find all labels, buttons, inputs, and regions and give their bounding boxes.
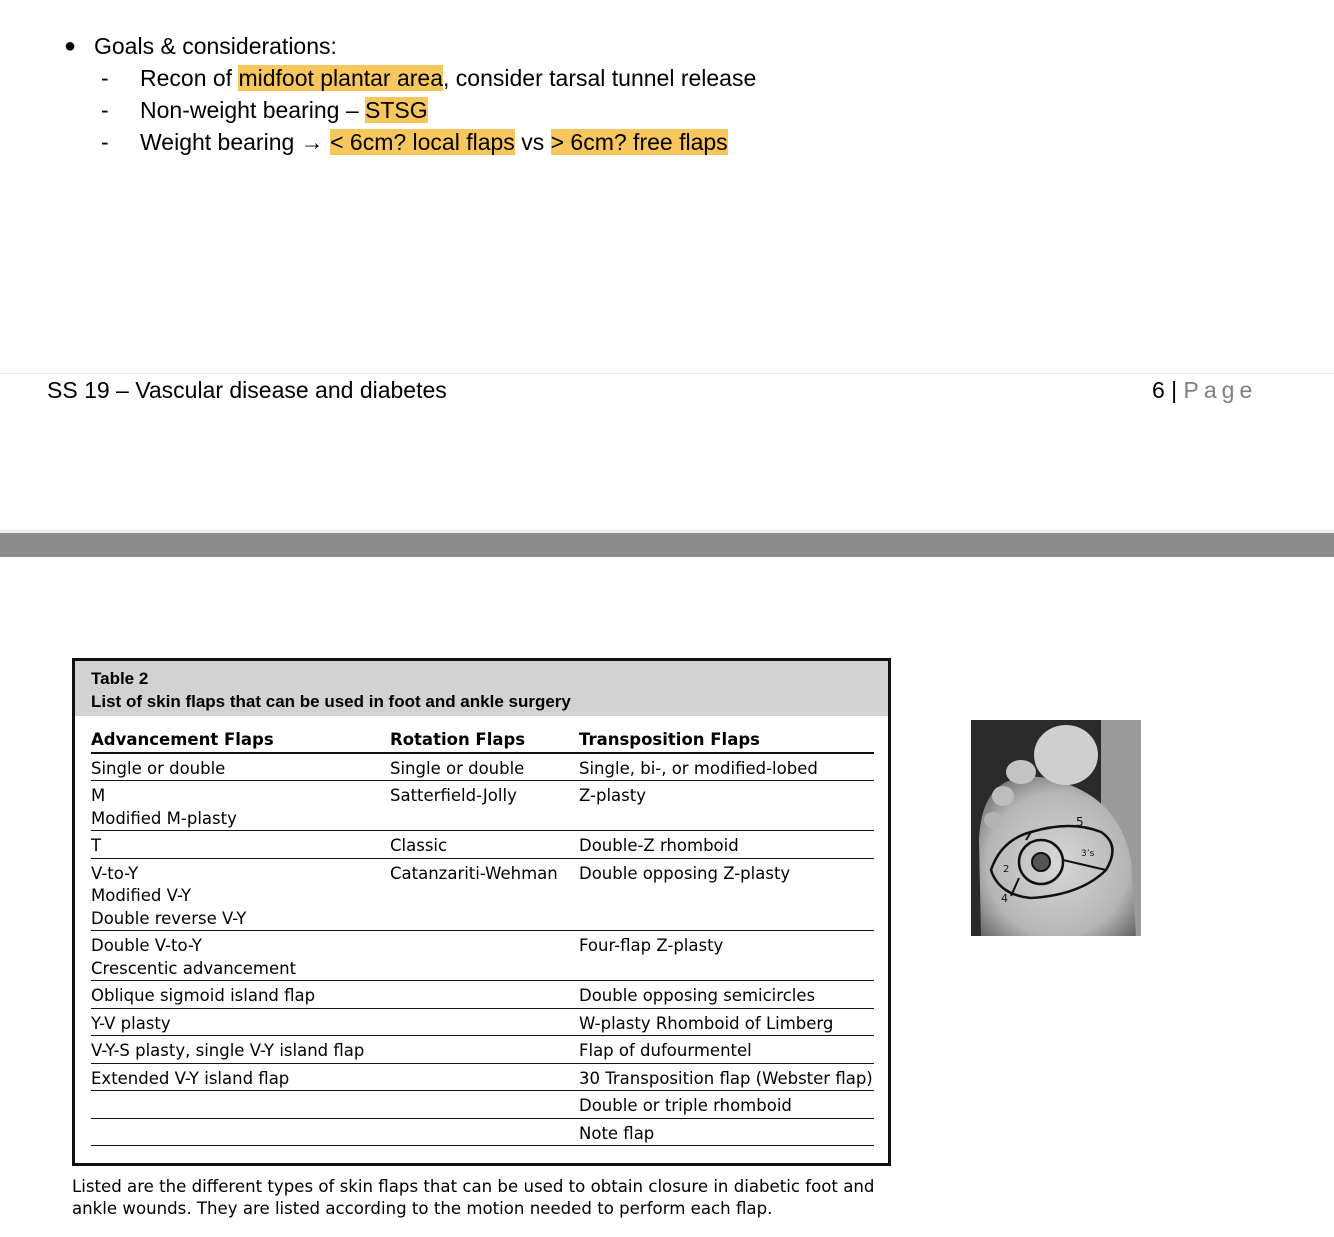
highlight: > 6cm? free flaps xyxy=(550,129,728,155)
table-cell: T xyxy=(91,836,102,855)
goal-text: Recon of midfoot plantar area, consider tarsal tunnel release xyxy=(140,65,757,91)
table-cell: Single, bi-, or modified-lobed xyxy=(579,758,818,778)
table-cell: Satterfield-Jolly xyxy=(390,786,517,805)
photo-mark: 3’s xyxy=(1081,849,1095,859)
table-row xyxy=(91,981,874,1009)
table-cell: Double or triple rhomboid xyxy=(579,1096,792,1115)
table-cell: Classic xyxy=(390,836,448,855)
table-cell xyxy=(390,1068,579,1091)
goal-text: Weight bearing → < 6cm? local flaps vs > 6cm? free flaps xyxy=(140,129,728,155)
table-cell: Double-Z rhomboid xyxy=(579,836,739,855)
goals-heading: Goals & considerations: xyxy=(94,33,337,59)
table-cell: Single or double xyxy=(390,758,525,778)
highlight: STSG xyxy=(365,97,428,123)
table-cell xyxy=(390,935,579,980)
table-row xyxy=(91,1036,874,1064)
table-label: Table 2 xyxy=(91,669,149,688)
photo-mark: 2 xyxy=(1003,864,1010,875)
table-row xyxy=(91,859,874,932)
page-word: Page xyxy=(1183,377,1258,403)
table-cell: Z-plasty xyxy=(579,786,646,805)
table-cell: Catanzariti-Wehman xyxy=(390,863,558,883)
table-row xyxy=(91,831,874,859)
table-cell: Double V-to-Y Crescentic advancement xyxy=(91,936,297,978)
table-header xyxy=(75,661,888,716)
table-cell: Extended V-Y island flap xyxy=(91,1068,290,1088)
page-number: 6 | Page xyxy=(1152,377,1258,403)
highlight: < 6cm? local flaps xyxy=(330,129,515,155)
table-cell xyxy=(390,1013,579,1036)
goals-heading-row xyxy=(64,30,756,62)
photo-mark: 4 xyxy=(1001,892,1008,905)
table-cell: Y-V plasty xyxy=(91,1013,171,1033)
goal-item xyxy=(64,94,756,126)
page-separator xyxy=(0,533,1334,557)
table-cell xyxy=(390,1040,579,1063)
table-cell: Note flap xyxy=(579,1123,655,1143)
table-cell xyxy=(91,1095,390,1118)
table-cell xyxy=(390,1123,579,1146)
table-caption: Listed are the different types of skin flaps that can be used to obtain closure in diabetic foot and ankle wounds. They are listed according to the motion needed to perform each flap. xyxy=(72,1177,875,1218)
table-row xyxy=(91,754,874,782)
table-cell: W-plasty Rhomboid of Limberg xyxy=(579,1013,834,1033)
table-cell: 30 Transposition flap (Webster flap) xyxy=(579,1068,873,1088)
goal-text: Non-weight bearing – STSG xyxy=(140,97,428,123)
table-cell: Flap of dufourmentel xyxy=(579,1041,752,1060)
table-cell: M Modified M-plasty xyxy=(91,786,237,828)
table-body xyxy=(91,725,874,1146)
flaps-table xyxy=(72,658,891,1166)
table-cell xyxy=(390,985,579,1008)
foot-photo xyxy=(971,720,1141,936)
table-row xyxy=(91,781,874,831)
table-cell: Oblique sigmoid island flap xyxy=(91,986,316,1005)
table-cell xyxy=(390,1095,579,1118)
table-cell: Double opposing Z-plasty xyxy=(579,863,791,883)
table-title: List of skin flaps that can be used in foot and ankle surgery xyxy=(91,692,571,711)
goal-item xyxy=(64,126,756,158)
table-row xyxy=(91,1091,874,1119)
dash-icon: - xyxy=(101,129,109,155)
column-header: Advancement Flaps xyxy=(91,730,274,749)
table-cell: V-Y-S plasty, single V-Y island flap xyxy=(91,1041,365,1060)
table-cell: Four-flap Z-plasty xyxy=(579,936,724,955)
table-column-headers xyxy=(91,725,874,754)
goals-list xyxy=(64,30,756,158)
photo-mark: 5 xyxy=(1076,815,1084,829)
footer-title: SS 19 – Vascular disease and diabetes xyxy=(47,377,447,403)
table-cell: Single or double xyxy=(91,758,226,778)
table-row xyxy=(91,1064,874,1092)
table-cell xyxy=(91,1123,390,1146)
column-header: Rotation Flaps xyxy=(390,730,526,749)
table-cell: V-to-Y Modified V-Y Double reverse V-Y xyxy=(91,863,247,928)
table-row xyxy=(91,931,874,981)
table-cell: Double opposing semicircles xyxy=(579,986,816,1005)
column-header: Transposition Flaps xyxy=(579,730,760,749)
dash-icon: - xyxy=(101,97,109,123)
footer-divider xyxy=(0,373,1334,374)
highlight: midfoot plantar area xyxy=(238,65,444,91)
table-row xyxy=(91,1009,874,1037)
table-row xyxy=(91,1119,874,1147)
dash-icon: - xyxy=(101,65,109,91)
goal-item xyxy=(64,62,756,94)
bullet-icon: ● xyxy=(64,35,77,57)
